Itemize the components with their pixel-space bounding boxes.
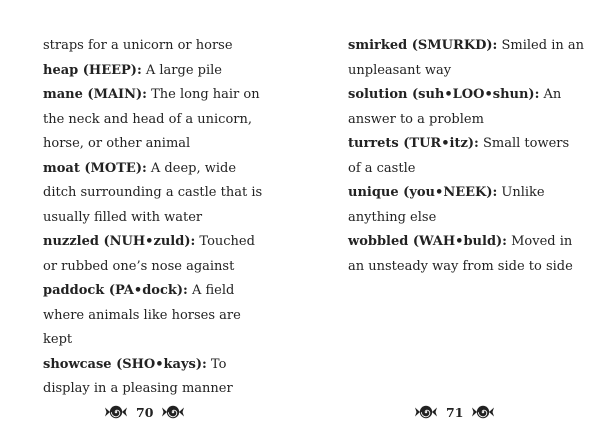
swirl-candy-icon (161, 404, 185, 420)
glossary-definition: A large pile (141, 62, 223, 78)
glossary-definition: A deep, wide ditch surrounding a castle that is usually filled with water (43, 160, 263, 225)
glossary-entry (348, 34, 584, 83)
page-number: 70 (136, 404, 154, 420)
glossary-entry (43, 59, 273, 84)
glossary-term: paddock (PA•dock): (43, 283, 188, 298)
glossary-term: showcase (SHO•kays): (43, 356, 207, 372)
glossary-term: heap (HEEP): (43, 62, 142, 78)
swirl-candy-icon (414, 404, 438, 420)
swirl-candy-icon (104, 404, 128, 420)
page-number: 71 (446, 404, 464, 420)
glossary-definition: Unlike anything else (348, 185, 545, 225)
glossary-entry (348, 181, 584, 230)
glossary-term: unique (you•NEEK): (348, 185, 498, 200)
glossary-definition: Moved in an unsteady way from side to side (348, 234, 573, 274)
glossary-definition: Touched or rubbed one’s nose against (43, 234, 255, 274)
glossary-definition: The long hair on the neck and head of a unicorn, horse, or other animal (43, 87, 260, 151)
glossary-definition: Smiled in an unpleasant way (348, 38, 584, 78)
glossary-entry (43, 83, 273, 157)
swirl-candy-icon (471, 404, 495, 420)
glossary-term: smirked (SMURKD): (348, 38, 498, 53)
glossary-term: moat (MOTE): (43, 160, 147, 176)
glossary-entry (43, 157, 273, 231)
glossary-entry (43, 279, 273, 353)
glossary-entry (43, 34, 273, 59)
glossary-entry (348, 132, 584, 181)
glossary-entry (43, 230, 273, 279)
glossary-definition: straps for a unicorn or horse (43, 38, 233, 53)
glossary-definition: A field where animals like horses are kept (43, 283, 241, 347)
glossary-entry (43, 353, 273, 402)
glossary-entry (348, 83, 584, 132)
glossary-term: wobbled (WAH•buld): (348, 234, 507, 249)
page-footer-left (104, 400, 185, 424)
glossary-term: mane (MAIN): (43, 87, 147, 102)
glossary-definition: Small towers of a castle (348, 136, 570, 176)
glossary-term: solution (suh•LOO•shun): (348, 87, 540, 102)
glossary-term: turrets (TUR•itz): (348, 136, 479, 151)
page-footer-right (414, 400, 495, 424)
glossary-term: nuzzled (NUH•zuld): (43, 234, 196, 249)
glossary-definition: To display in a pleasing manner (43, 356, 233, 396)
right-page (300, 0, 600, 447)
glossary-entry (348, 230, 584, 279)
glossary-column-right (348, 34, 584, 279)
glossary-column-left (43, 34, 273, 402)
glossary-definition: An answer to a problem (348, 87, 562, 127)
